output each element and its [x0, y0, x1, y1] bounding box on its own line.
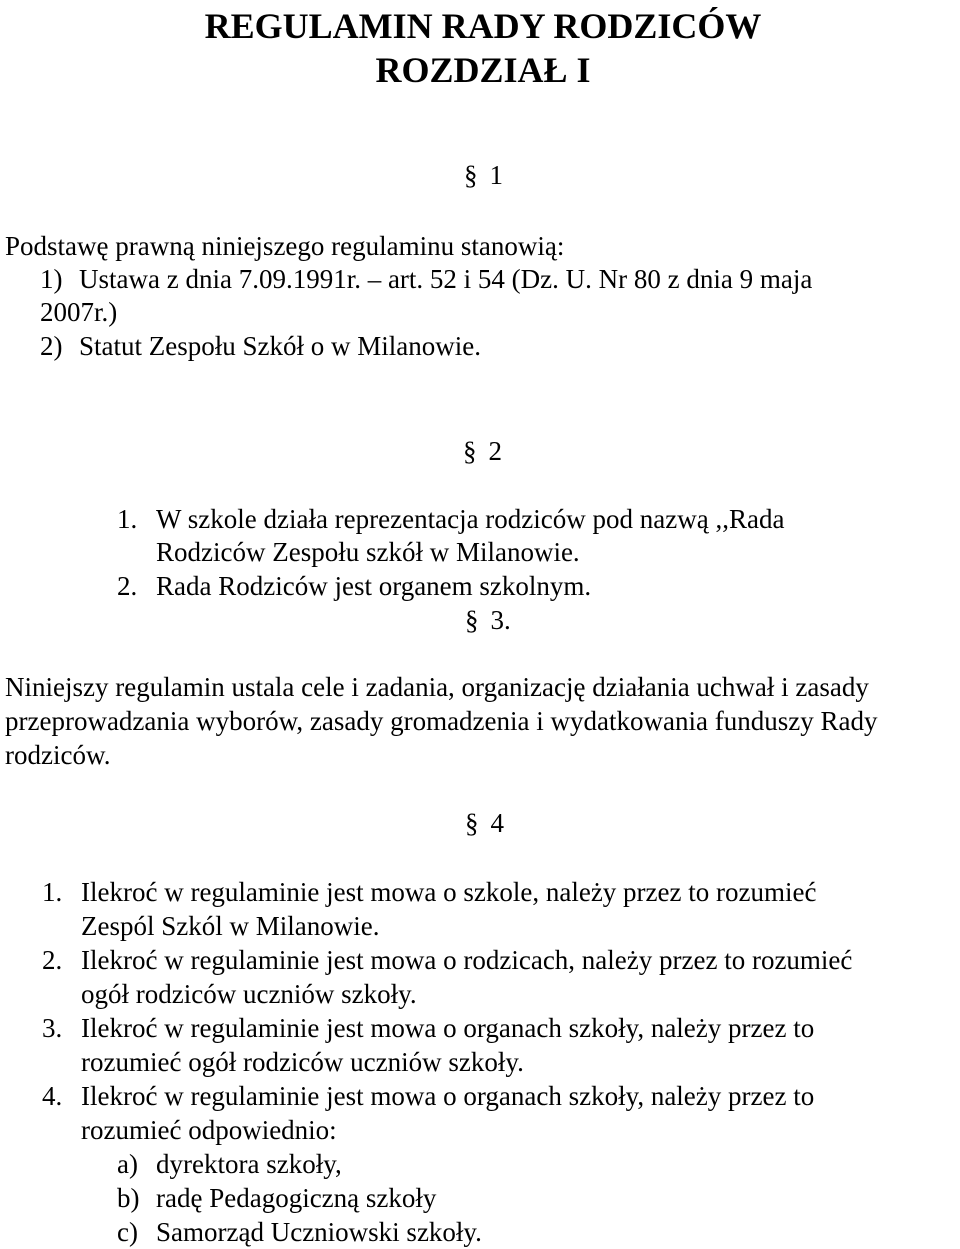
- section-3-paragraph-line: przeprowadzania wyborów, zasady gromadzenia i wydatkowania funduszy Rady: [5, 706, 878, 736]
- list-item-text: Ilekroć w regulaminie jest mowa o organach szkoły, należy przez to: [81, 1081, 815, 1111]
- section-1-heading: [464, 158, 503, 192]
- list-item-continuation: Zespól Szkól w Milanowie.: [81, 911, 380, 941]
- list-item-text: Rada Rodziców jest organem szkolnym.: [156, 571, 592, 601]
- list-item: [117, 569, 591, 603]
- sublist-item-letter: a): [117, 1149, 138, 1179]
- section-sign: §: [465, 808, 479, 838]
- sublist-item: [117, 1147, 342, 1181]
- list-item-continuation: 2007r.): [40, 297, 118, 327]
- list-item-number: 4.: [42, 1081, 63, 1111]
- list-item-text: W szkole działa reprezentacja rodziców pod nazwą ,,Rada: [156, 504, 785, 534]
- list-item: [42, 943, 852, 977]
- list-item-number: 2.: [42, 945, 63, 975]
- list-item: [42, 1079, 814, 1113]
- list-item-number: 1.: [42, 877, 63, 907]
- sublist-item: [117, 1215, 482, 1249]
- document-title: REGULAMIN RADY RODZICÓW: [204, 6, 762, 46]
- section-sign: §: [465, 605, 479, 635]
- list-item-continuation: Rodziców Zespołu szkół w Milanowie.: [156, 537, 580, 567]
- section-sign: §: [464, 160, 478, 190]
- sublist-item-text: Samorząd Uczniowski szkoły.: [156, 1217, 482, 1247]
- list-item-continuation: ogół rodziców uczniów szkoły.: [81, 979, 417, 1009]
- section-number: 2: [488, 436, 502, 466]
- list-item-number: 2.: [117, 571, 138, 601]
- list-item-number: 2): [40, 331, 63, 361]
- section-3-heading: [465, 603, 511, 637]
- section-2-heading: [463, 434, 502, 468]
- section-number: 3.: [490, 605, 511, 635]
- section-3-paragraph-line: Niniejszy regulamin ustala cele i zadania, organizację działania uchwał i zasady: [5, 672, 869, 702]
- sublist-item-letter: b): [117, 1183, 140, 1213]
- sublist-item-text: radę Pedagogiczną szkoły: [156, 1183, 437, 1213]
- list-item-text: Ilekroć w regulaminie jest mowa o szkole, należy przez to rozumieć: [81, 877, 817, 907]
- list-item-continuation: rozumieć ogół rodziców uczniów szkoły.: [81, 1047, 524, 1077]
- section-sign: §: [463, 436, 477, 466]
- list-item-text: Ustawa z dnia 7.09.1991r. – art. 52 i 54 (Dz. U. Nr 80 z dnia 9 maja: [79, 264, 813, 294]
- list-item: [42, 1011, 814, 1045]
- list-item-text: Ilekroć w regulaminie jest mowa o rodzicach, należy przez to rozumieć: [81, 945, 853, 975]
- section-number: 1: [489, 160, 503, 190]
- sublist-item-letter: c): [117, 1217, 138, 1247]
- section-4-heading: [465, 806, 504, 840]
- list-item-number: 3.: [42, 1013, 63, 1043]
- sublist-item-text: dyrektora szkoły,: [156, 1149, 342, 1179]
- list-item: [117, 502, 784, 536]
- section-number: 4: [490, 808, 504, 838]
- list-item: [42, 875, 816, 909]
- list-item-text: Ilekroć w regulaminie jest mowa o organach szkoły, należy przez to: [81, 1013, 815, 1043]
- list-item-number: 1.: [117, 504, 138, 534]
- list-item-text: Statut Zespołu Szkół o w Milanowie.: [79, 331, 481, 361]
- chapter-heading: ROZDZIAŁ I: [375, 50, 591, 90]
- list-item-number: 1): [40, 264, 63, 294]
- sublist-item: [117, 1181, 436, 1215]
- section-3-paragraph-line: rodziców.: [5, 740, 111, 770]
- section-1-intro: Podstawę prawną niniejszego regulaminu stanowią:: [5, 231, 565, 261]
- list-item: [40, 329, 481, 363]
- list-item: [40, 262, 812, 296]
- list-item-continuation: rozumieć odpowiednio:: [81, 1115, 337, 1145]
